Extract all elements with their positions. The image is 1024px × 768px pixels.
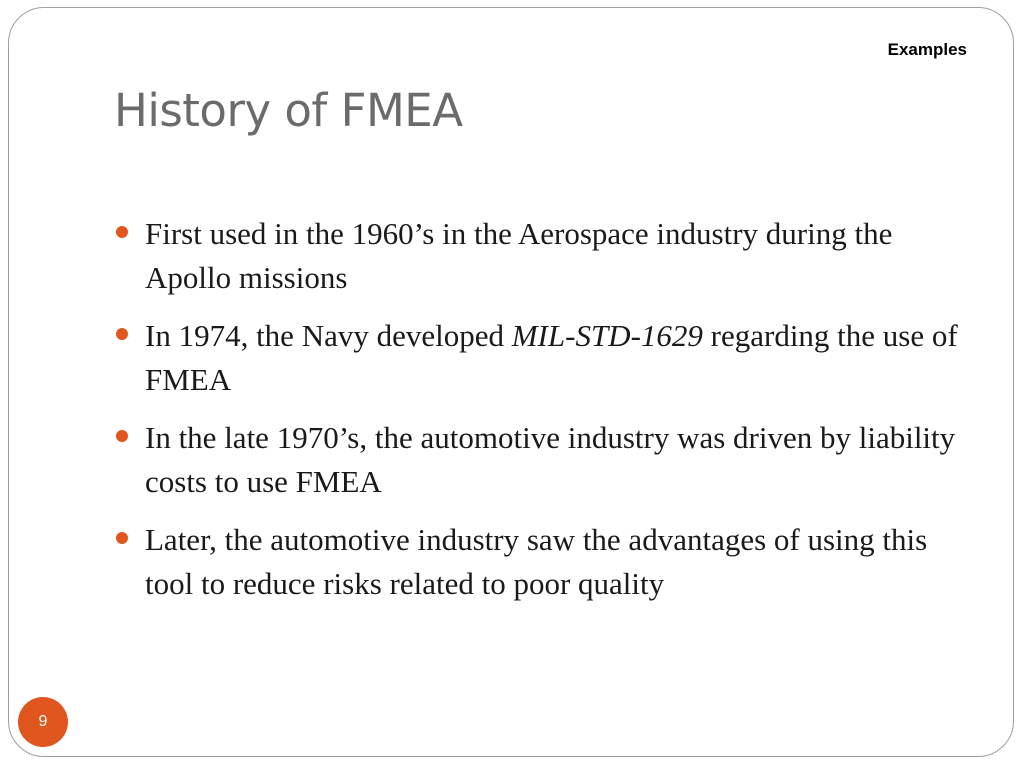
standard-name: MIL-STD-1629 bbox=[511, 318, 703, 353]
bullet-text-before: In 1974, the Navy developed bbox=[145, 318, 512, 353]
bullet-dot-icon bbox=[116, 328, 128, 340]
page-number-badge bbox=[18, 697, 68, 747]
bullet-dot-icon bbox=[116, 226, 128, 238]
bullet-text bbox=[145, 318, 958, 397]
bullet-dot-icon bbox=[116, 532, 128, 544]
bullet-text: In the late 1970’s, the automotive industry was driven by liability costs to use FMEA bbox=[145, 420, 956, 499]
bullet-item bbox=[114, 416, 974, 504]
page-number: 9 bbox=[38, 713, 48, 730]
bullet-dot-icon bbox=[116, 430, 128, 442]
bullet-text: Later, the automotive industry saw the advantages of using this tool to reduce risks related to poor quality bbox=[145, 522, 928, 601]
bullet-item bbox=[114, 314, 974, 402]
bullet-list bbox=[114, 212, 974, 620]
slide-title: History of FMEA bbox=[114, 84, 463, 137]
bullet-item bbox=[114, 518, 974, 606]
bullet-text-after: regarding the use of FMEA bbox=[145, 318, 958, 397]
bullet-item bbox=[114, 212, 974, 300]
section-label: Examples bbox=[887, 40, 967, 59]
bullet-text: First used in the 1960’s in the Aerospace industry during the Apollo missions bbox=[145, 216, 893, 295]
